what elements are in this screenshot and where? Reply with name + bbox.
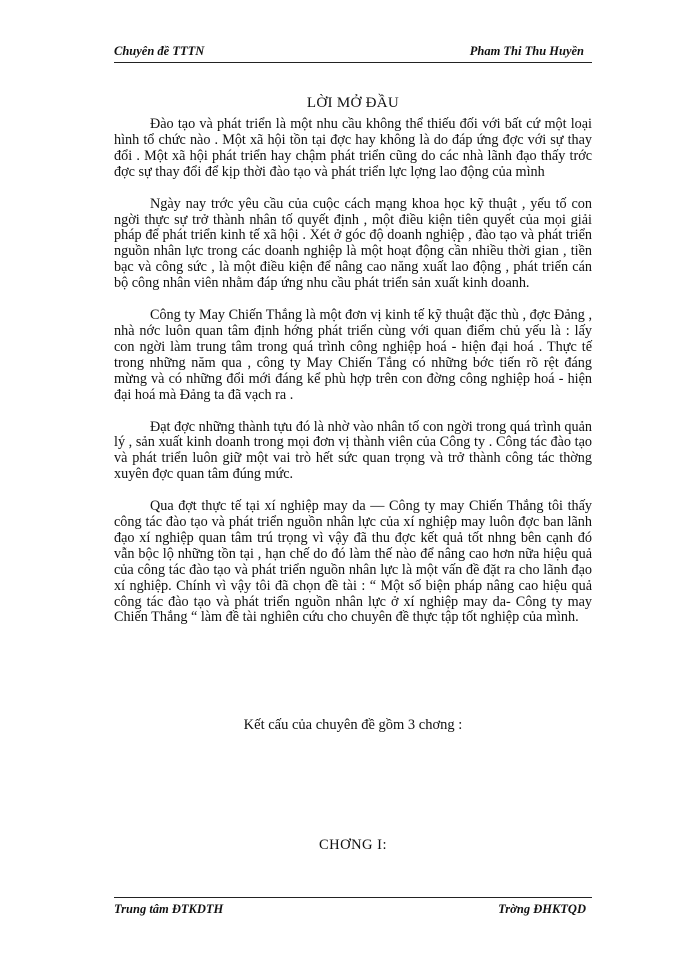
footer-right-text: Trờng ĐHKTQD xyxy=(498,902,586,916)
page-footer xyxy=(114,902,592,922)
footer-left-text: Trung tâm ĐTKDTH xyxy=(114,902,224,916)
footer-divider xyxy=(114,897,592,898)
chapter-heading: CHƠNG I: xyxy=(318,837,388,853)
paragraph-4: Đạt đợc những thành tựu đó là nhờ vào nhân tố con ngời trong quá trình quản lý , sản xuất kinh doanh trong mọi đơn vị thành viên của Công ty . Công tác đào tạo và phát triển luôn giữ một vai trò hết sức quan trọng và trở thành công tác thờng xuyên đợc quan tâm đúng mức. xyxy=(114,418,592,483)
structure-line: Kết cấu của chuyên đề gồm 3 chơng : xyxy=(243,717,463,733)
document-title: LỜI MỞ ĐẦU xyxy=(306,95,400,111)
header-right-text: Pham Thi Thu Huyền xyxy=(469,44,584,58)
document-body xyxy=(114,117,592,642)
paragraph-1: Đào tạo và phát triển là một nhu cầu không thể thiếu đối với bất cứ một loại hình tổ chức nào . Một xã hội tồn tại đợc hay không là do đáp ứng đợc với sự thay đổi . Một xã hội phát triển hay chậm phát triển cũng do các nhà lãnh đạo thấy trớc đợc sự thay đổi để kịp thời đào tạo và phát triển lực lợng lao động của mình xyxy=(114,116,592,180)
paragraph-5: Qua đợt thực tế tại xí nghiệp may da — Công ty may Chiến Thắng tôi thấy công tác đào tạo và phát triển nguồn nhân lực của xí nghiệp may luôn đợc ban lãnh đạo xí nghiệp quan tâm trú trọng vì vậy đã thu đợc kết quả tốt nhng bên cạnh đó vẫn bộc lộ những tồn tại , hạn chế do đó làm thế nào để nâng cao hơn nữa hiệu quả của công tác đào tạo và phát triển nguồn nhân lực là một vấn đề đặt ra cho lãnh đạo xí nghiệp. Chính vì vậy tôi đã chọn đề tài : “ Một số biện pháp nâng cao hiệu quả công tác đào tạo và phát triển nguồn nhân lực ở xí nghiệp may da- Công ty may Chiến Thắng “ làm đề tài nghiên cứu cho chuyên đề thực tập tốt nghiệp của mình. xyxy=(114,498,592,626)
paragraph-2: Ngày nay trớc yêu cầu của cuộc cách mạng khoa học kỹ thuật , yếu tố con ngời thực sự trở thành nhân tố quyết định , một điều kiện tiên quyết của mọi giải pháp để phát triển kinh tế xã hội . Xét ở góc độ doanh nghiệp , đào tạo và phát triển nguồn nhân lực trong các doanh nghiệp là một hoạt động cần nhiều thời gian , tiền bạc và công sức , là một điều kiện để nâng cao năng xuất lao động , phát triển cán bộ công nhân viên nhằm đáp ứng nhu cầu phát triển sản xuất kinh doanh. xyxy=(114,195,592,292)
page-header xyxy=(114,42,592,63)
paragraph-3: Công ty May Chiến Thắng là một đơn vị kinh tế kỹ thuật đặc thù , đợc Đảng , nhà nớc luôn quan tâm định hớng phát triển cùng với quan điểm chủ yếu là : lấy con ngời làm trung tâm trong quá trình công nghiệp hoá - hiện đại hoá . Thực tế trong những năm qua , công ty May Chiến Tắng có những bớc tiến rõ rệt đáng mừng và có những đổi mới đáng kể phù hợp trên con đờng công nghiệp hoá - hiện đại hoá mà Đảng ta đã vạch ra . xyxy=(114,307,592,403)
header-left-text: Chuyên đề TTTN xyxy=(114,44,205,58)
